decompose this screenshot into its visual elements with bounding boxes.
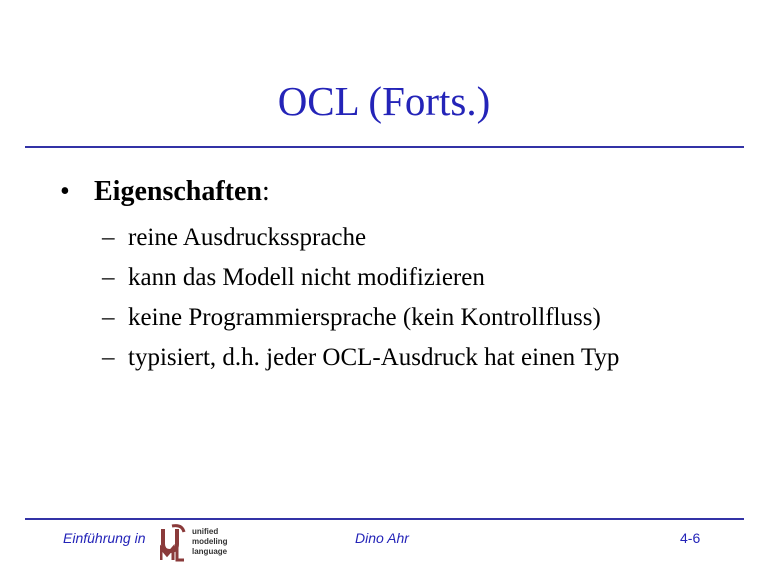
list-item <box>102 218 619 258</box>
list-item <box>102 338 619 378</box>
uml-logo-icon <box>160 524 232 562</box>
title-divider <box>25 146 744 148</box>
list-item <box>102 298 619 338</box>
footer-divider <box>25 518 744 520</box>
dash-symbol: – <box>102 224 115 251</box>
footer-page-number: 4-6 <box>680 530 701 546</box>
slide-title: OCL (Forts.) <box>277 78 491 124</box>
list-item-text: kann das Modell nicht modifizieren <box>128 264 485 291</box>
dash-symbol: – <box>102 344 115 371</box>
bullet-eigenschaften <box>60 174 270 210</box>
bullet-symbol: • <box>60 176 70 207</box>
list-item-text: reine Ausdruckssprache <box>128 224 367 251</box>
bullet-suffix: : <box>262 176 270 207</box>
list-item-text: keine Programmiersprache (kein Kontrollfluss) <box>128 304 601 331</box>
dash-symbol: – <box>102 264 115 291</box>
list-item <box>102 258 619 298</box>
footer-course-title: Einführung in <box>63 530 146 546</box>
sub-bullet-list <box>102 218 619 378</box>
bullet-heading: Eigenschaften <box>94 176 262 207</box>
list-item-text: typisiert, d.h. jeder OCL-Ausdruck hat einen Typ <box>128 344 620 371</box>
svg-text:unified: unified <box>192 527 219 536</box>
svg-text:language: language <box>192 547 228 556</box>
dash-symbol: – <box>102 304 115 331</box>
footer-author: Dino Ahr <box>355 530 409 546</box>
svg-text:modeling: modeling <box>192 537 228 546</box>
